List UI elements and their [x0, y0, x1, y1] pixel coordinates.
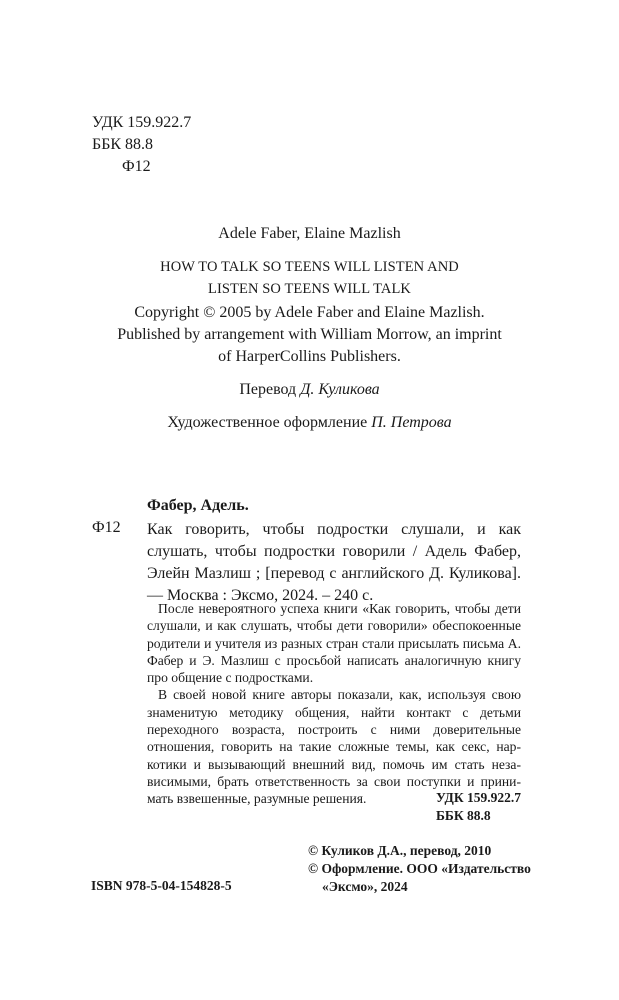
- artist-name: П. Петрова: [371, 414, 452, 431]
- translation-label: Перевод: [239, 381, 297, 398]
- annotation: [147, 600, 521, 808]
- catalog-code: Ф12: [92, 519, 121, 536]
- catalog-description: Как говорить, чтобы подростки слушали, и как слушать, чтобы подростки говорили / Адель Фабер, Элейн Мазлиш ; [перевод с английского Д. Куликова]. — Москва : Эксмо, 2024. – 240 с.: [147, 521, 521, 604]
- art-label: Художественное оформление: [167, 414, 368, 431]
- annotation-paragraph: В своей новой книге авторы показали, как, используя свою знаменитую методику общения, найти контакт с детьми переходного возраста, построить с ними доверительные отношения, говорить на такие сложные темы, как секс, наркотики и вызывающий внешний вид, помочь им стать независимыми, брать ответственность за свои поступки и принимать взвешенные, разумные решения.: [147, 687, 521, 807]
- translation-copyright: © Куликов Д.А., перевод, 2010: [308, 843, 492, 858]
- bbk-code: ББК 88.8: [92, 136, 154, 153]
- bottom-bbk-code: ББК 88.8: [436, 807, 491, 823]
- translation-credit: [0, 381, 619, 399]
- design-copyright-line1: © Оформление. ООО «Издательство: [308, 861, 531, 876]
- original-title: [0, 256, 619, 300]
- isbn: ISBN 978-5-04-154828-5: [91, 878, 232, 893]
- original-authors: Adele Faber, Elaine Mazlish: [218, 225, 401, 242]
- copyright-notice: [0, 302, 619, 368]
- design-copyright-line2: «Эксмо», 2024: [322, 879, 408, 894]
- original-title-line1: HOW TO TALK SO TEENS WILL LISTEN AND: [160, 259, 459, 275]
- copyright-line1: Copyright © 2005 by Adele Faber and Elaine Mazlish.: [134, 304, 485, 321]
- udk-code: УДК 159.922.7: [92, 114, 192, 131]
- bottom-classification-codes: [436, 789, 521, 824]
- annotation-paragraph: После невероятного успеха книги «Как говорить, чтобы дети слушали, и как слушать, чтобы дети говорили» обеспокоенные родители и учителя из разных стран стали присылать письма А. Фабер и Э. Мазлиш с просьбой написать аналогичную книгу про общение с подростками.: [147, 601, 521, 686]
- copyright-line2: Published by arrangement with William Morrow, an imprint: [117, 326, 502, 343]
- author-mark: Ф12: [122, 158, 151, 175]
- russian-copyrights: [308, 842, 531, 896]
- classification-codes: [92, 112, 191, 178]
- copyright-line3: of HarperCollins Publishers.: [218, 348, 401, 365]
- bottom-udk-code: УДК 159.922.7: [436, 790, 521, 805]
- original-title-line2: LISTEN SO TEENS WILL TALK: [208, 281, 411, 297]
- catalog-author-heading: Фабер, Адель.: [147, 497, 249, 514]
- translator-name: Д. Куликова: [300, 381, 380, 398]
- art-credit: [0, 414, 619, 432]
